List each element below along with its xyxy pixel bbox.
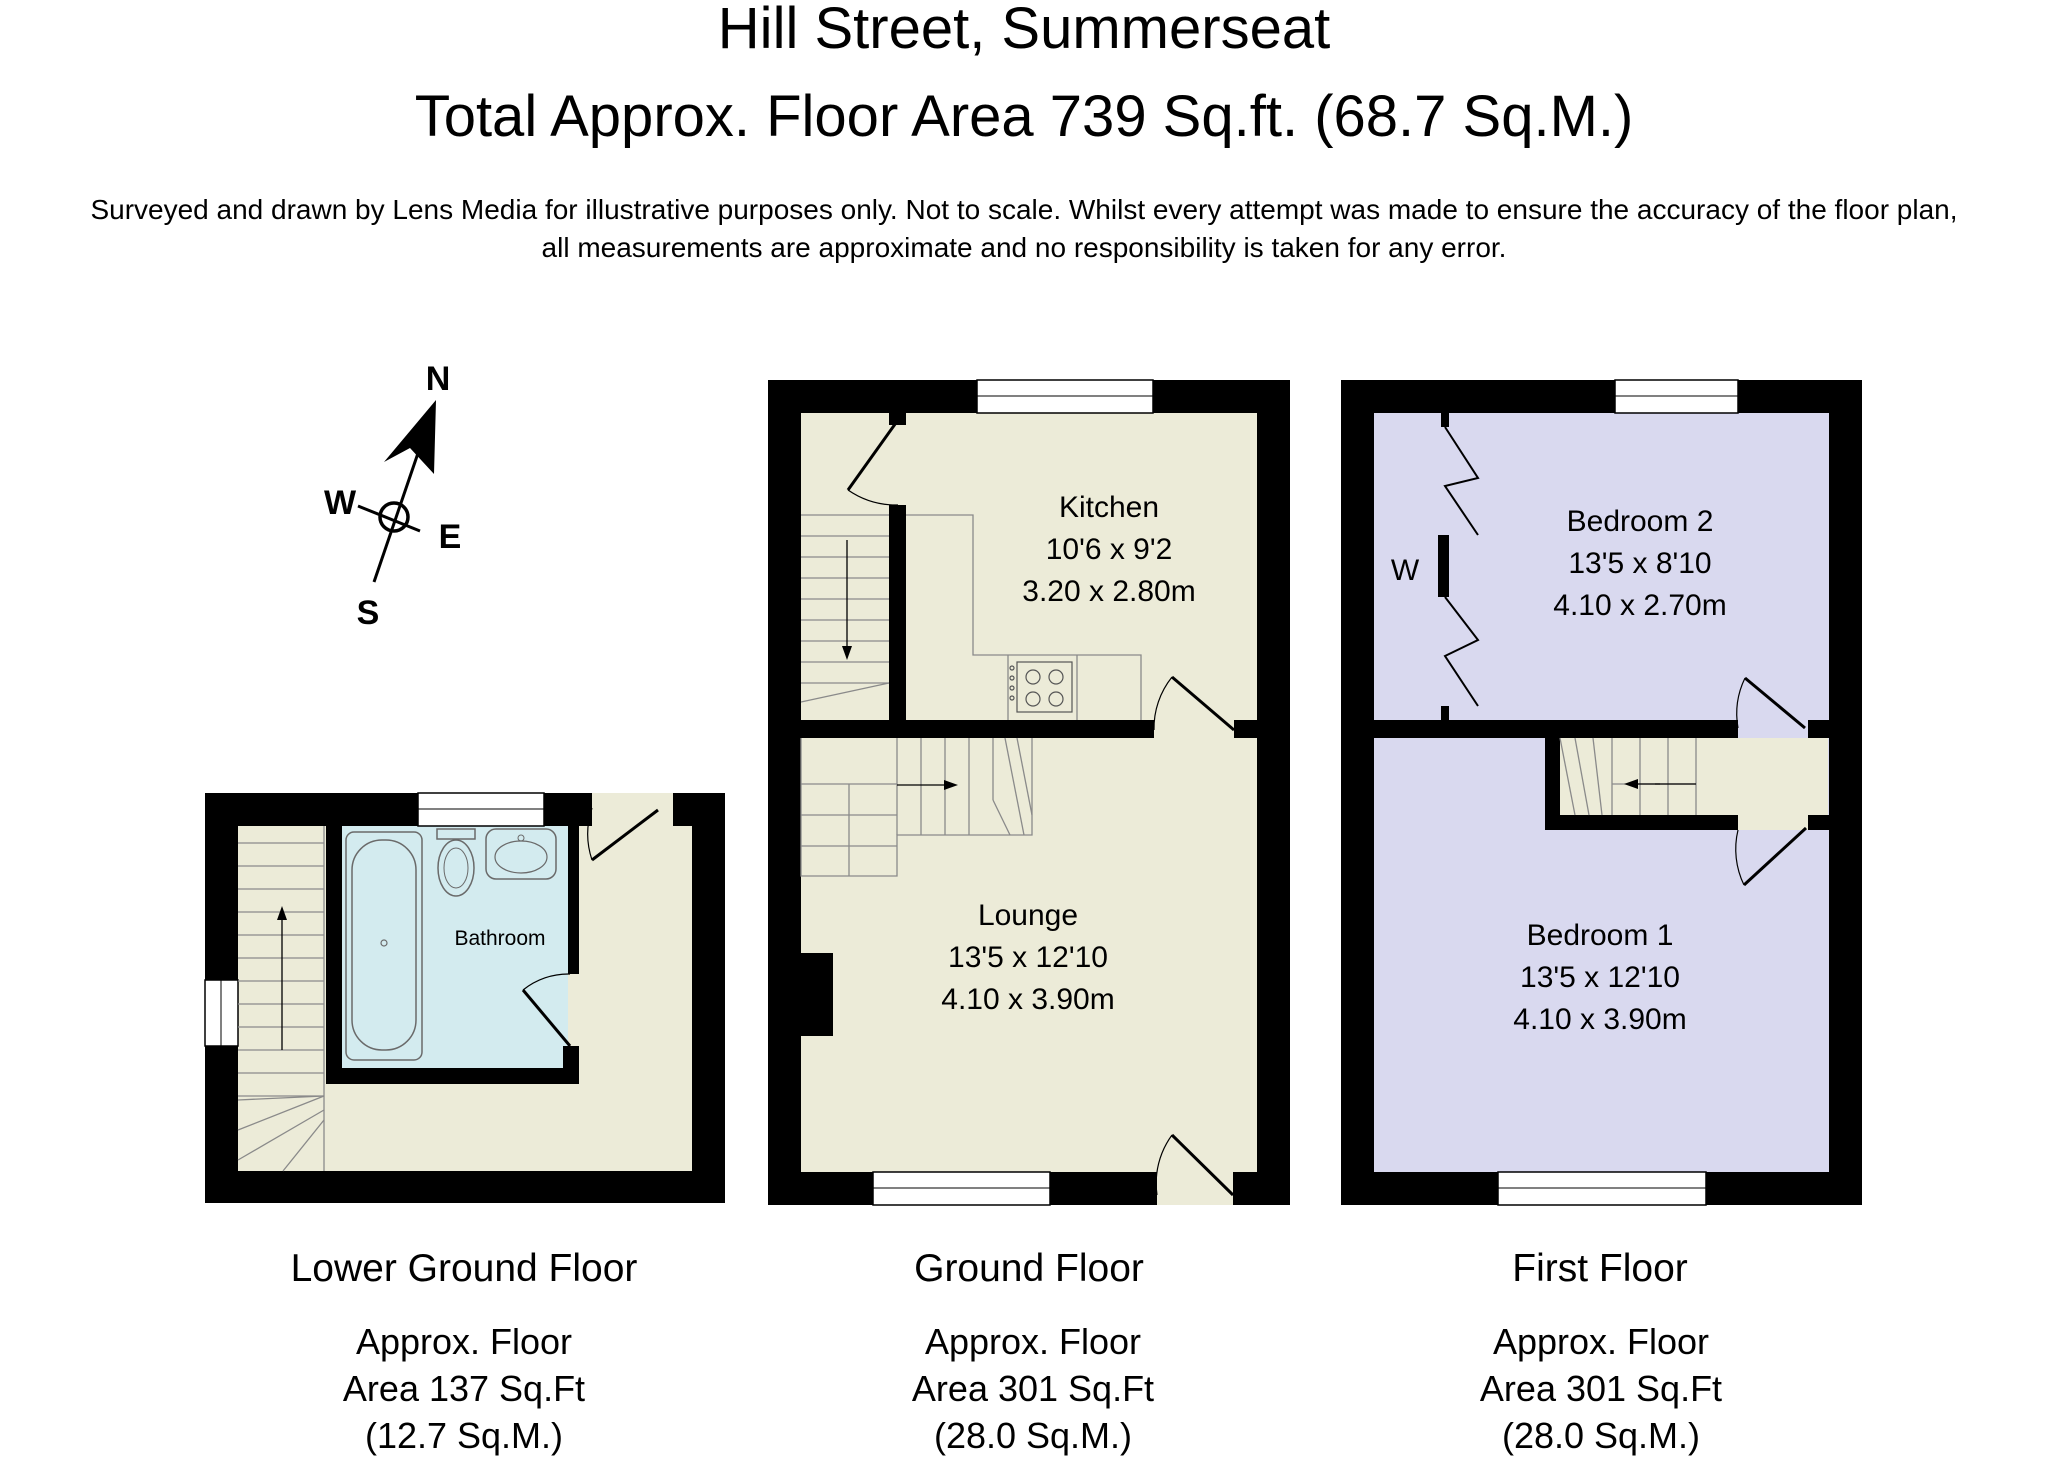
- compass-s-label: S: [356, 594, 380, 632]
- ground-floor-area-line-1: Approx. Floor: [924, 1321, 1142, 1362]
- compass-w-label: W: [323, 484, 357, 522]
- ground-floor-name: Ground Floor: [914, 1247, 1144, 1290]
- plan-title: Hill Street, Summerseat: [717, 0, 1331, 61]
- lounge-dimensions-imperial: 13'5 x 12'10: [948, 941, 1108, 974]
- bedroom-2-dimensions-imperial: 13'5 x 8'10: [1568, 547, 1712, 580]
- compass-n-label: N: [425, 360, 451, 398]
- first-floor-area-line-2: Area 301 Sq.Ft: [1479, 1368, 1723, 1409]
- first-floor-plan: [1341, 380, 1862, 1205]
- kitchen-dimensions-imperial: 10'6 x 9'2: [1045, 533, 1173, 566]
- kitchen-name-label: Kitchen: [1058, 491, 1160, 524]
- first-floor-area-line-1: Approx. Floor: [1492, 1321, 1710, 1362]
- lower-ground-floor-area-line-2: Area 137 Sq.Ft: [342, 1368, 586, 1409]
- kitchen-dimensions-metric: 3.20 x 2.80m: [1022, 575, 1196, 608]
- disclaimer-line-2: all measurements are approximate and no responsibility is taken for any error.: [541, 232, 1507, 263]
- ground-floor-area-line-2: Area 301 Sq.Ft: [911, 1368, 1155, 1409]
- floor-captions: [291, 1247, 1722, 1456]
- total-area-subtitle: Total Approx. Floor Area 739 Sq.ft. (68.7 Sq.M.): [414, 84, 1634, 149]
- ground-floor-area-line-3: (28.0 Sq.M.): [933, 1415, 1133, 1456]
- lounge-name-label: Lounge: [977, 899, 1079, 932]
- bedroom-1-name-label: Bedroom 1: [1526, 919, 1674, 952]
- bedroom-1-dimensions-metric: 4.10 x 3.90m: [1513, 1003, 1687, 1036]
- ground-floor-area: [768, 380, 1290, 1205]
- lower-ground-floor-area-line-3: (12.7 Sq.M.): [364, 1415, 564, 1456]
- disclaimer-line-1: Surveyed and drawn by Lens Media for illustrative purposes only. Not to scale. Whilst every attempt was made to ensure the accuracy of the floor plan,: [90, 194, 1958, 225]
- bedroom-2-name-label: Bedroom 2: [1566, 505, 1714, 538]
- bedroom-2-dimensions-metric: 4.10 x 2.70m: [1553, 589, 1727, 622]
- compass-e-label: E: [438, 518, 462, 556]
- wardrobe-label: W: [1390, 554, 1420, 587]
- first-floor-area-line-3: (28.0 Sq.M.): [1501, 1415, 1701, 1456]
- first-floor-name: First Floor: [1512, 1247, 1688, 1290]
- ground-floor-plan: [768, 380, 1290, 1205]
- lower-ground-floor-plan: [205, 793, 725, 1203]
- bathroom-label: Bathroom: [454, 927, 546, 950]
- compass-icon: [324, 360, 461, 632]
- lower-ground-floor-area-line-1: Approx. Floor: [355, 1321, 573, 1362]
- bedroom-1-dimensions-imperial: 13'5 x 12'10: [1520, 961, 1680, 994]
- lounge-dimensions-metric: 4.10 x 3.90m: [941, 983, 1115, 1016]
- lower-ground-floor-name: Lower Ground Floor: [290, 1247, 638, 1290]
